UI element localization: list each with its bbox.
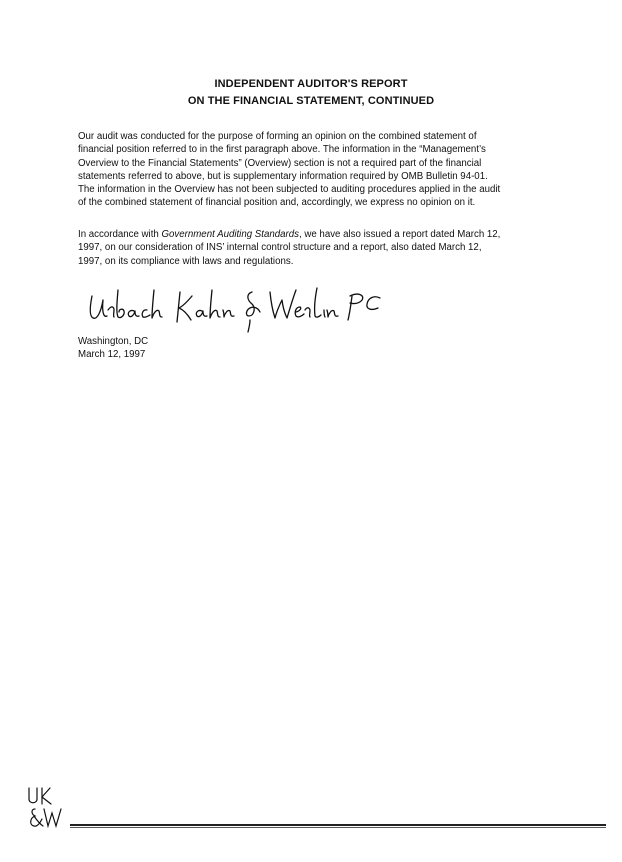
line-prefix: In accordance with bbox=[78, 229, 162, 240]
report-title bbox=[0, 76, 622, 110]
location-date: March 12, 1997 bbox=[78, 349, 146, 361]
paragraph-audit-purpose bbox=[78, 130, 556, 210]
paragraph-line bbox=[78, 228, 556, 241]
paragraph-line: Our audit was conducted for the purpose of forming an opinion on the combined statement of bbox=[78, 131, 477, 142]
firm-logo bbox=[26, 785, 68, 829]
paragraph-line: The information in the Overview has not been subjected to auditing procedures applied in the audit bbox=[78, 184, 501, 196]
paragraph-line: 1997, on its compliance with laws and regulations. bbox=[78, 255, 294, 267]
paragraph-line: of the combined statement of financial position and, accordingly, we express no opinion on it. bbox=[78, 197, 476, 209]
standards-title: Government Auditing Standards bbox=[161, 229, 299, 240]
report-title-line-2: ON THE FINANCIAL STATEMENT, CONTINUED bbox=[187, 95, 435, 107]
location-city: Washington, DC bbox=[78, 336, 149, 347]
handwritten-signature bbox=[84, 282, 384, 336]
paragraph-line: statements referred to above, but is supplementary information required by OMB Bulletin 94-01. bbox=[78, 170, 488, 182]
report-title-line-1: INDEPENDENT AUDITOR'S REPORT bbox=[214, 78, 408, 90]
line-suffix: , we have also issued a report dated March 12, bbox=[298, 229, 501, 240]
footer-rule bbox=[70, 824, 606, 828]
signing-location bbox=[78, 335, 148, 362]
paragraph-auditing-standards bbox=[78, 228, 556, 268]
paragraph-line: Overview to the Financial Statements” (Overview) section is not a required part of the financial bbox=[78, 157, 482, 169]
paragraph-line: financial position referred to in the first paragraph above. The information in the “Management’s bbox=[78, 144, 486, 156]
paragraph-line: 1997, on our consideration of INS’ internal control structure and a report, also dated March 12, bbox=[78, 242, 482, 254]
